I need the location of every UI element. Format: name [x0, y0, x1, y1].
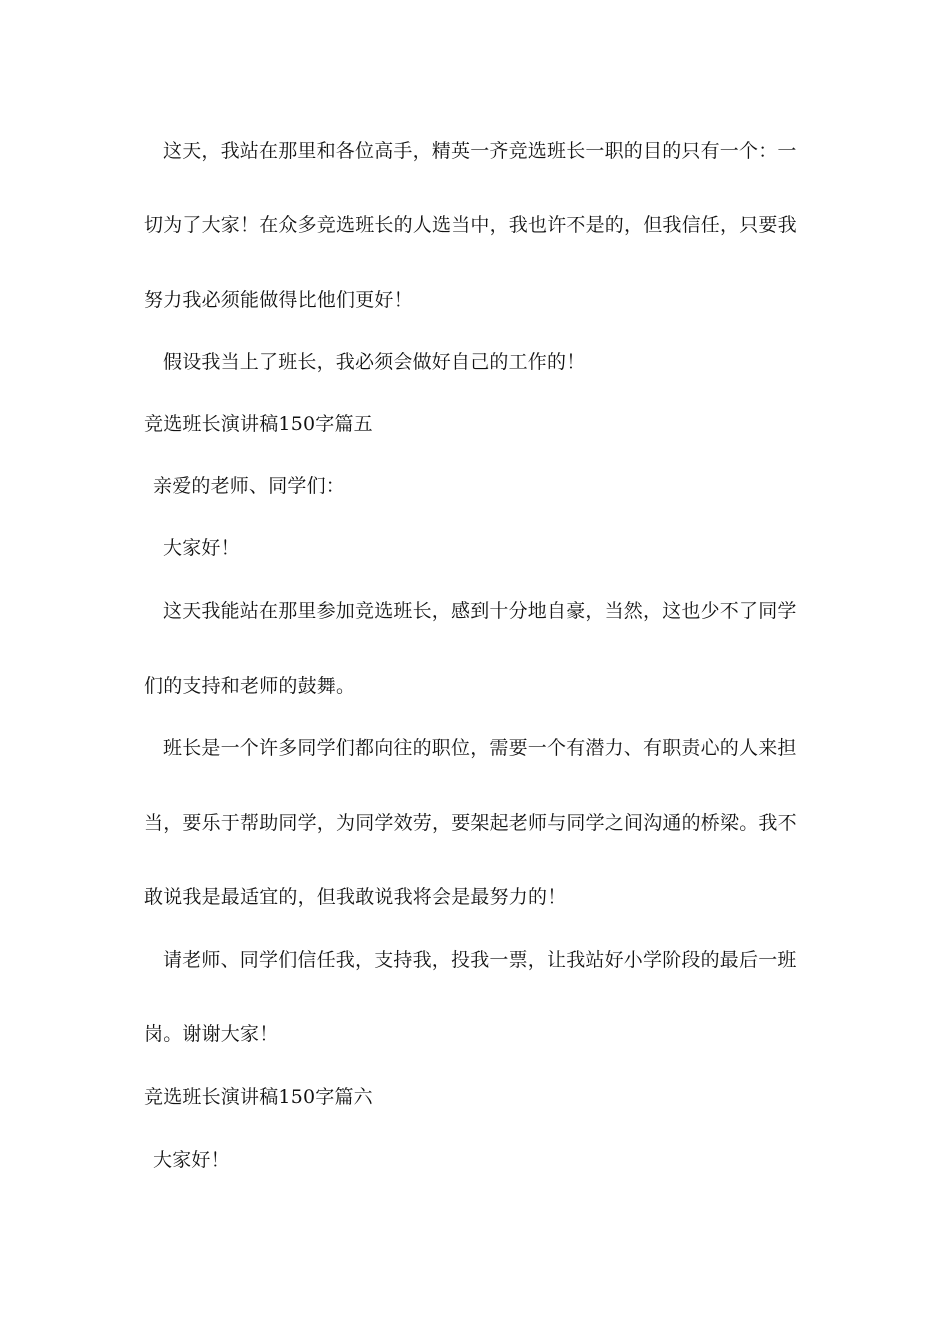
paragraph-line: 岗。谢谢大家！: [144, 1023, 279, 1045]
paragraph-line: 努力我必须能做得比他们更好！: [144, 289, 413, 311]
paragraph-line: 敢说我是最适宜的，但我敢说我将会是最努力的！: [144, 886, 567, 908]
section-heading: 竞选班长演讲稿150字篇五: [144, 413, 373, 435]
salutation-line: 亲爱的老师、同学们：: [153, 475, 346, 497]
paragraph-line: 请老师、同学们信任我，支持我，投我一票，让我站好小学阶段的最后一班: [163, 949, 797, 971]
paragraph-line: 假设我当上了班长，我必须会做好自己的工作的！: [163, 351, 586, 373]
paragraph-line: 班长是一个许多同学们都向往的职位，需要一个有潜力、有职责心的人来担: [163, 737, 797, 759]
paragraph-line: 这天，我站在那里和各位高手，精英一齐竞选班长一职的目的只有一个：一: [163, 140, 797, 162]
paragraph-line: 切为了大家！在众多竞选班长的人选当中，我也许不是的，但我信任，只要我: [144, 214, 797, 236]
greeting-line: 大家好！: [153, 1149, 230, 1171]
section-heading: 竞选班长演讲稿150字篇六: [144, 1086, 373, 1108]
paragraph-line: 当，要乐于帮助同学，为同学效劳，要架起老师与同学之间沟通的桥梁。我不: [144, 812, 797, 834]
greeting-line: 大家好！: [163, 537, 240, 559]
paragraph-line: 们的支持和老师的鼓舞。: [144, 675, 356, 697]
paragraph-line: 这天我能站在那里参加竞选班长，感到十分地自豪，当然，这也少不了同学: [163, 600, 797, 622]
